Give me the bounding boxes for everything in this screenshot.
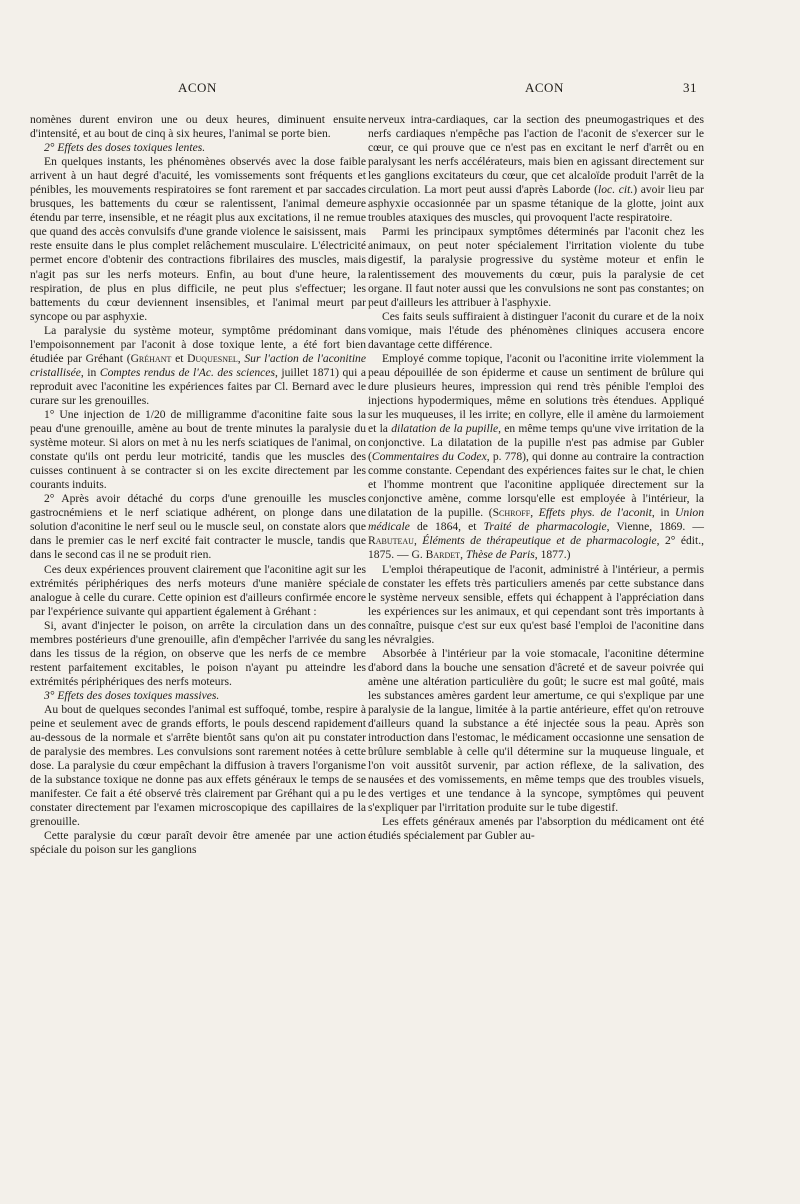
section-heading: 2° Effets des doses toxiques lentes. <box>44 141 206 155</box>
left-column <box>30 113 366 857</box>
paragraph: 1° Une injection de 1/20 de milligramme d'aconitine faite sous la peau d'une grenouille, amène au bout de trente minutes la paralysie du système moteur. Si alors on met à nu les nerfs sciatiques de l'animal, on constate qu'ils ont perdu leur motricité, tandis que les muscles des cuisses continuent à se contracter si on les excite directement par les courants induits. <box>30 407 366 492</box>
paragraph: En quelques instants, les phénomènes observés avec la dose faible arrivent à un haut degré d'acuité, les vomissements sont fréquents et pénibles, les mouvements respiratoires se font rarement et par saccades brusques, les battements du cœur se ralentissent, l'animal demeure étendu par terre, insensible, et ne réagit plus aux excitations, il ne remue que quand des accès convulsifs d'une grande violence le saisissent, mais reste ensuite dans le plus complet relâchement musculaire. L'électricité permet encore d'obtenir des contractions fibrilaires des muscles, mais n'agit pas sur les nerfs moteurs. Enfin, au bout d'une heure, la respiration, de plus en plus difficile, ne peut plus s'effectuer; les battements du cœur deviennent insensibles, et l'animal meurt par syncope ou par asphyxie. <box>30 155 366 323</box>
section-heading: 3° Effets des doses toxiques massives. <box>44 688 220 702</box>
paragraph: Si, avant d'injecter le poison, on arrête la circulation dans un des membres postérieurs d'une grenouille, afin d'empêcher l'arrivée du sang dans les tissus de la région, on observe que les nerfs de ce membre restent parfaitement excitables, le poison n'ayant pu atteindre les extrémités périphériques des nerfs moteurs. <box>30 618 366 688</box>
paragraph: Ces deux expériences prouvent clairement que l'aconitine agit sur les extrémités périphériques des nerfs moteurs d'une manière spéciale analogue à celle du curare. Cette opinion est d'ailleurs confirmée encore par l'expérience suivante qui appartient également à Gréhant : <box>30 562 366 618</box>
paragraph: Au bout de quelques secondes l'animal est suffoqué, tombe, respire à peine et seulement avec de grands efforts, le pouls descend rapidement au-dessous de la normale et s'arrête bientôt sans qu'on ait pu constater de paralysie des membres. Les convulsions sont rarement notées à cette dose. La paralysie du cœur empêchant la diffusion à travers l'organisme de la substance toxique ne donne pas aux effets généraux le temps de se manifester. Ce fait a été observé très clairement par Gréhant qui a pu le constater directement par l'examen microscopique des capillaires de la grenouille. <box>30 702 366 829</box>
paragraph: Cette paralysie du cœur paraît devoir être amenée par une action spéciale du poison sur les ganglions <box>30 829 366 857</box>
running-head-center: ACON <box>525 80 564 95</box>
paragraph: nerveux intra-cardiaques, car la section des pneumogastriques et des nerfs cardiaques n'empêche pas l'action de l'aconit de s'exercer sur le cœur, ce qui prouve que ce n'est pas en excitant le nerf d'arrêt ou en paralysant les nerfs accélérateurs, mais bien en agissant directement sur les ganglions excitateurs du cœur, que cet alcaloïde produit l'arrêt de la circulation. La mort peut aussi d'après Laborde (loc. cit.) avoir lieu par asphyxie occasionnée par un spasme tétanique de la glotte, joint aux troubles ataxiques des muscles, qui provoquent l'acte respiratoire. <box>368 113 704 225</box>
paragraph: Les effets généraux amenés par l'absorption du médicament ont été étudiés spécialement par Gubler au- <box>368 815 704 843</box>
paragraph: Parmi les principaux symptômes déterminés par l'aconit chez les animaux, on peut noter spécialement l'irritation violente du tube digestif, la paralysie progressive du système moteur et enfin le ralentissement des mouvements du cœur, puis la paralysie de cet organe. Il faut noter aussi que les convulsions ne sont pas constantes; on peut d'ailleurs les attribuer à l'asphyxie. <box>368 225 704 309</box>
paragraph: Ces faits seuls suffiraient à distinguer l'aconit du curare et de la noix vomique, mais l'étude des phénomènes cliniques accusera encore davantage cette différence. <box>368 309 704 351</box>
paragraph: L'emploi thérapeutique de l'aconit, administré à l'intérieur, a permis de constater les effets très particuliers amenés par cette substance dans le système nerveux sensible, effets qui échappent à l'appréciation dans les expériences sur les animaux, et qui cependant sont très importants à connaître, puisque c'est sur eux qu'est basé l'emploi de l'aconitine dans les névralgies. <box>368 562 704 646</box>
paragraph: nomènes durent environ une ou deux heures, diminuent ensuite d'intensité, et au bout de cinq à six heures, l'animal se porte bien. <box>30 113 366 141</box>
paragraph: 2° Après avoir détaché du corps d'une grenouille les muscles gastrocnémiens et le nerf sciatique adhérent, on plonge dans une solution d'aconitine le nerf seul ou le muscle seul, on constate alors que dans le premier cas le nerf excité fait contracter le muscle, tandis que dans le second cas il ne se produit rien. <box>30 492 366 562</box>
paragraph: La paralysie du système moteur, symptôme prédominant dans l'empoisonnement par l'aconit à dose toxique lente, a été fort bien étudiée par Gréhant (Gréhant et Duquesnel, Sur l'action de l'aconitine cristallisée, in Comptes rendus de l'Ac. des sciences, juillet 1871) qui a reproduit avec l'aconitine les expériences faites par Cl. Bernard avec le curare sur les grenouilles. <box>30 323 366 407</box>
page-number: 31 <box>683 80 697 95</box>
paragraph: Employé comme topique, l'aconit ou l'aconitine irrite violemment la peau dépouillée de son épiderme et cause un sentiment de brûlure qui dure plusieurs heures, impression qui rend très pénible l'emploi des injections hypodermiques, même en solutions très étendues. Appliqué sur les muqueuses, il les irrite; en collyre, elle il amène du larmoiement et la dilatation de la pupille, en même temps qu'une vive irritation de la conjonctive. La dilatation de la pupille n'est pas admise par Gubler (Commentaires du Codex, p. 778), qui donne au contraire la contraction comme constante. Cependant des expériences faites sur le chat, le chien et l'homme montrent que l'aconitine appliquée directement sur la conjonctive amène, comme lorsqu'elle est employée à l'intérieur, la dilatation de la pupille. (Schroff, Effets phys. de l'aconit, in Union médicale de 1864, et Traité de pharmacologie, Vienne, 1869. — Rabuteau, Éléments de thérapeutique et de pharmacologie, 2° édit., 1875. — G. Bardet, Thèse de Paris, 1877.) <box>368 351 705 562</box>
right-column <box>368 113 704 843</box>
running-head-left: ACON <box>178 80 217 95</box>
paragraph: Absorbée à l'intérieur par la voie stomacale, l'aconitine détermine d'abord dans la bouche une sensation d'âcreté et de saveur poivrée qui amène une altération particulière du goût; le sucre est mal goûté, mais les substances amères gardent leur amertume, ce qui s'explique par une paralysie de la langue, limitée à la partie antérieure, effet qu'on retrouve d'ailleurs quand la substance a été injectée sous la peau. Après son introduction dans l'estomac, le médicament occasionne une sensation de brûlure semblable à celle qu'il détermine sur la muqueuse linguale, et l'on voit aussitôt survenir, par action réflexe, de la salivation, des nausées et des vomissements, en même temps que des troubles visuels, des vertiges et une tendance à la syncope, symptômes qui peuvent s'expliquer par l'irritation produite sur le tube digestif. <box>368 646 704 815</box>
